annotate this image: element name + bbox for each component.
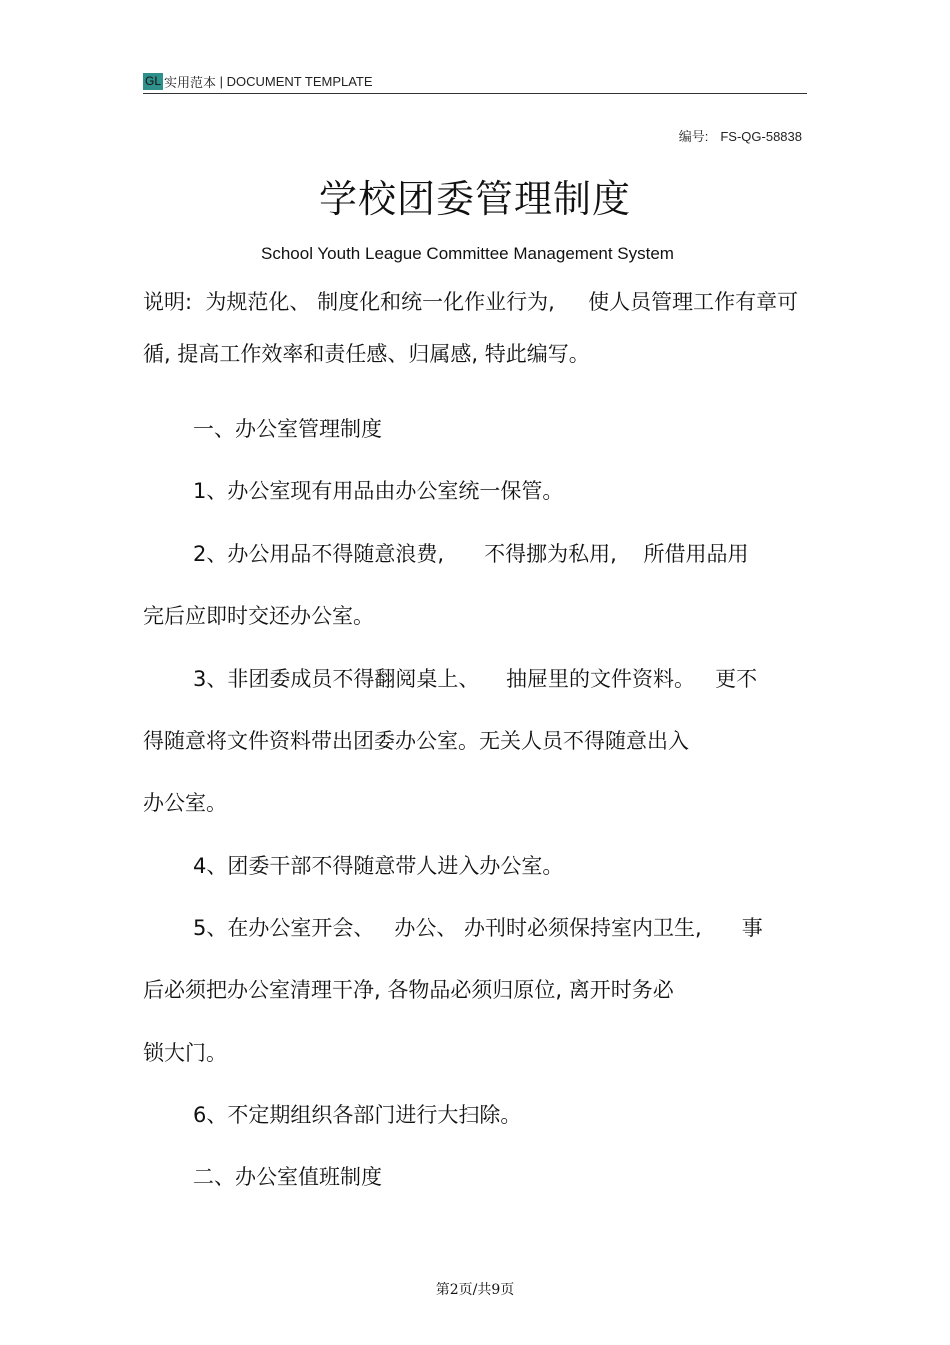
page-subtitle: School Youth League Committee Management System <box>261 244 674 263</box>
document-number-label: 编号: <box>678 129 709 144</box>
page-footer <box>0 1279 950 1299</box>
gl-logo: GL <box>145 74 162 88</box>
rule-item-6: 6、不定期组织各部门进行大扫除。 <box>193 1103 522 1127</box>
rule-item-5-cont-1: 后必须把办公室清理干净, 各物品必须归原位, 离开时务必 <box>143 978 674 1002</box>
document-number <box>679 126 802 145</box>
footer-page-number: 2 <box>449 1282 459 1298</box>
header-template-text: DOCUMENT TEMPLATE <box>226 74 373 89</box>
rule-item-2-cont: 完后应即时交还办公室。 <box>143 604 374 628</box>
header-separator: | <box>216 74 227 89</box>
rule-item-5-cont-2: 锁大门。 <box>143 1041 227 1065</box>
page-title: 学校团委管理制度 <box>318 177 631 221</box>
intro-line-2: 循, 提高工作效率和责任感、归属感, 特此编写。 <box>143 342 590 366</box>
section-heading-2: 二、办公室值班制度 <box>193 1165 382 1189</box>
rule-item-3-cont-2: 办公室。 <box>143 791 227 815</box>
intro-line-1: 说明: 为规范化、 制度化和统一化作业行为, 使人员管理工作有章可 <box>143 290 799 314</box>
rule-item-3-cont-1: 得随意将文件资料带出团委办公室。无关人员不得随意出入 <box>143 729 689 753</box>
footer-total-pages: 9 <box>491 1282 501 1298</box>
header-label: 实用范本 <box>164 75 217 90</box>
document-number-value: FS-QG-58838 <box>720 129 802 144</box>
footer-middle: 页/共 <box>458 1282 492 1298</box>
document-header <box>143 70 807 94</box>
section-heading-1: 一、办公室管理制度 <box>193 417 382 441</box>
rule-item-3: 3、非团委成员不得翻阅桌上、 抽屉里的文件资料。 更不 <box>193 667 758 691</box>
rule-item-5: 5、在办公室开会、 办公、 办刊时必须保持室内卫生, 事 <box>193 916 763 940</box>
footer-suffix: 页 <box>500 1282 515 1298</box>
footer-prefix: 第 <box>435 1282 450 1298</box>
rule-item-1: 1、办公室现有用品由办公室统一保管。 <box>193 479 564 503</box>
rule-item-4: 4、团委干部不得随意带人进入办公室。 <box>193 854 564 878</box>
rule-item-2: 2、办公用品不得随意浪费, 不得挪为私用, 所借用品用 <box>193 542 749 566</box>
